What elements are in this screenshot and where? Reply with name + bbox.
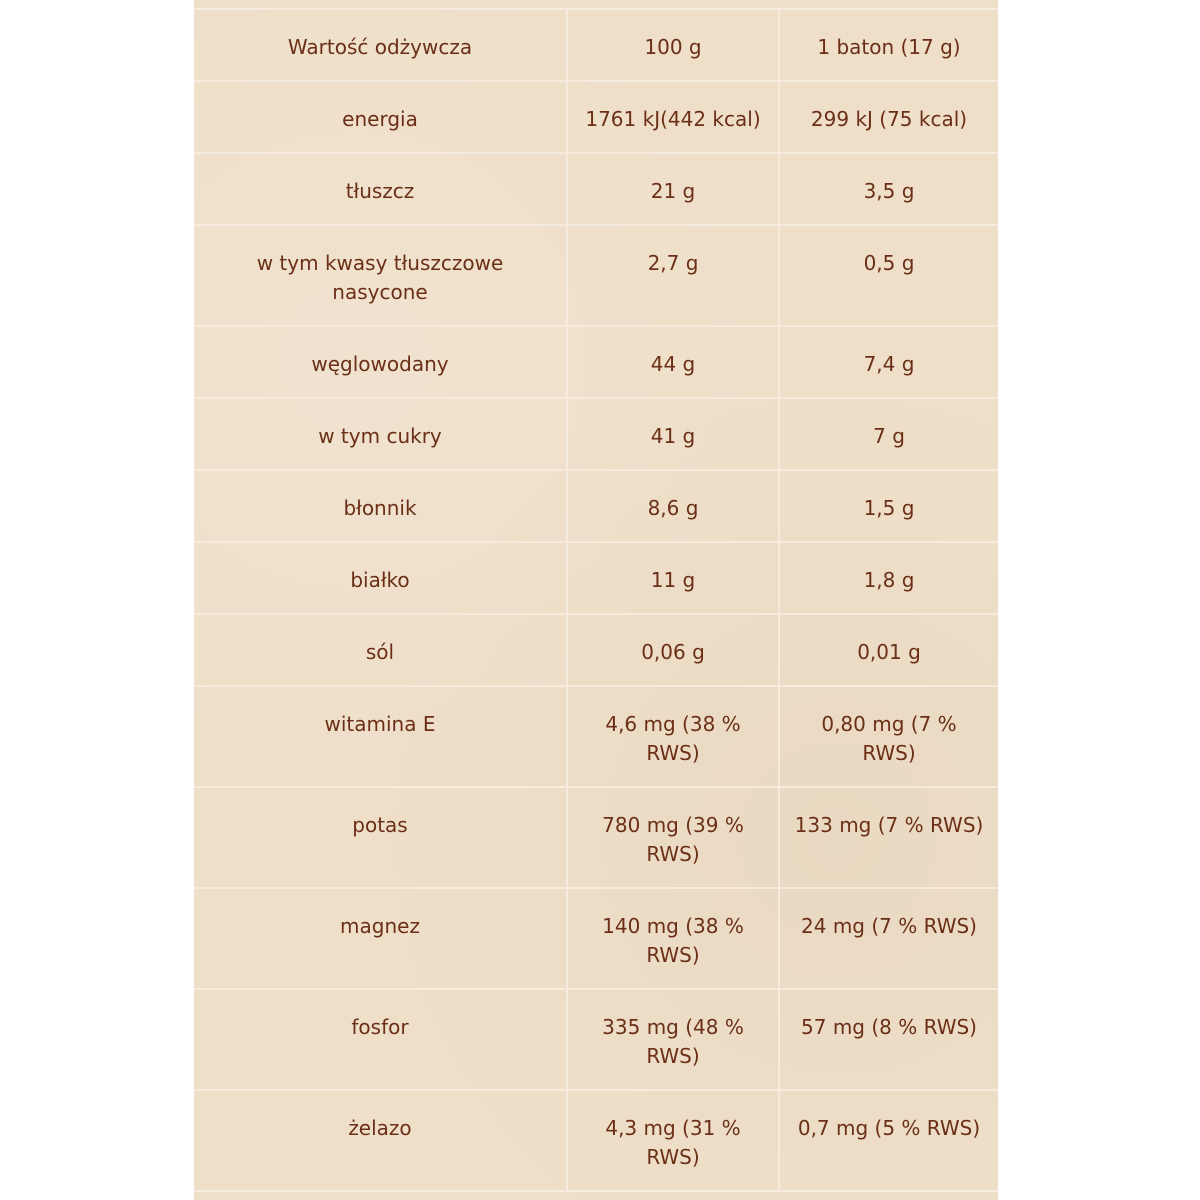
nutrient-name: błonnik: [194, 470, 567, 542]
value-per-100g: 140 mg (38 % RWS): [567, 888, 779, 989]
table-row: [194, 153, 998, 225]
value-per-bar: 57 mg (8 % RWS): [779, 989, 998, 1090]
table-row: [194, 398, 998, 470]
value-per-bar: 0,80 mg (7 % RWS): [779, 686, 998, 787]
value-per-bar: 1,5 g: [779, 470, 998, 542]
nutrient-name: białko: [194, 542, 567, 614]
value-per-bar: 24 mg (7 % RWS): [779, 888, 998, 989]
value-per-100g: 2,7 g: [567, 225, 779, 326]
value-per-100g: 4,3 mg (31 % RWS): [567, 1090, 779, 1191]
table-row: [194, 614, 998, 686]
nutrient-name: fosfor: [194, 989, 567, 1090]
table-row: [194, 686, 998, 787]
value-per-bar: 0,5 g: [779, 225, 998, 326]
header-nutrient: Wartość odżywcza: [194, 9, 567, 81]
table-row: [194, 225, 998, 326]
table-row: [194, 542, 998, 614]
table-row: [194, 1090, 998, 1191]
value-per-bar: 7 g: [779, 398, 998, 470]
table-row: [194, 989, 998, 1090]
value-per-100g: 780 mg (39 % RWS): [567, 787, 779, 888]
value-per-100g: 1761 kJ(442 kcal): [567, 81, 779, 153]
table-row: [194, 888, 998, 989]
value-per-bar: 0,01 g: [779, 614, 998, 686]
value-per-100g: 4,6 mg (38 % RWS): [567, 686, 779, 787]
table-header-row: [194, 9, 998, 81]
value-per-bar: 0,7 mg (5 % RWS): [779, 1090, 998, 1191]
value-per-bar: 299 kJ (75 kcal): [779, 81, 998, 153]
value-per-100g: 11 g: [567, 542, 779, 614]
value-per-100g: 44 g: [567, 326, 779, 398]
value-per-bar: 3,5 g: [779, 153, 998, 225]
nutrient-name: potas: [194, 787, 567, 888]
value-per-100g: 41 g: [567, 398, 779, 470]
nutrient-name: sól: [194, 614, 567, 686]
value-per-bar: 1,8 g: [779, 542, 998, 614]
value-per-bar: 7,4 g: [779, 326, 998, 398]
nutrient-name: tłuszcz: [194, 153, 567, 225]
value-per-100g: 21 g: [567, 153, 779, 225]
nutrition-panel: [194, 0, 998, 1200]
nutrient-name: w tym kwasy tłuszczowe nasycone: [194, 225, 567, 326]
table-row: [194, 470, 998, 542]
nutrient-name: witamina E: [194, 686, 567, 787]
value-per-100g: 8,6 g: [567, 470, 779, 542]
nutrient-name: magnez: [194, 888, 567, 989]
nutrient-name: w tym cukry: [194, 398, 567, 470]
nutrient-name: żelazo: [194, 1090, 567, 1191]
nutrient-name: węglowodany: [194, 326, 567, 398]
value-per-100g: 335 mg (48 % RWS): [567, 989, 779, 1090]
nutrient-name: energia: [194, 81, 567, 153]
table-row: [194, 326, 998, 398]
table-row: [194, 81, 998, 153]
table-row: [194, 787, 998, 888]
nutrition-table: [194, 8, 998, 1192]
header-per-bar: 1 baton (17 g): [779, 9, 998, 81]
header-per-100g: 100 g: [567, 9, 779, 81]
value-per-100g: 0,06 g: [567, 614, 779, 686]
value-per-bar: 133 mg (7 % RWS): [779, 787, 998, 888]
